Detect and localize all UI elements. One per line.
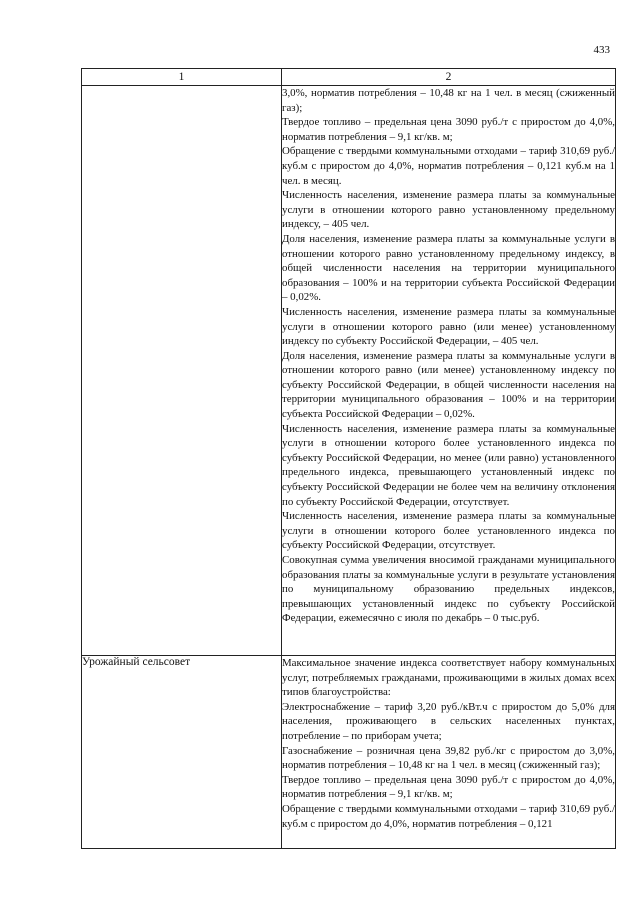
paragraph: Доля населения, изменение размера платы за коммунальные услуги в отношении которого равно установленному предельному индексу, в общей численности населения на территории муниципального образования – 100% и на территории субъекта Российской Федерации – 0,02%. [282, 232, 615, 304]
document-table [81, 68, 616, 849]
table-row [82, 86, 616, 656]
table-row [82, 656, 616, 849]
paragraph: Доля населения, изменение размера платы за коммунальные услуги в отношении которого равно (или менее) установленному индексу по субъекту Российской Федерации, в общей численности населения на территории муниципального образования – 100% и на территории субъекта Российской Федерации – 0,02%. [282, 349, 615, 421]
row-content [282, 86, 616, 656]
paragraph: Численность населения, изменение размера платы за коммунальные услуги в отношении которого равно (или менее) установленному индексу по субъекту Российской Федерации, – 405 чел. [282, 305, 615, 348]
paragraph: Обращение с твердыми коммунальными отходами – тариф 310,69 руб./куб.м с приростом до 4,0%, норматив потребления – 0,121 [282, 802, 615, 830]
paragraph: Электроснабжение – тариф 3,20 руб./кВт.ч с приростом до 5,0% для населения, проживающего в сельских населенных пунктах, потребление – по приборам учета; [282, 700, 615, 742]
paragraph: Максимальное значение индекса соответствует набору коммунальных услуг, потребляемых гражданами, проживающими в жилых домах всех типов благоустройства: [282, 657, 615, 699]
paragraph: Численность населения, изменение размера платы за коммунальные услуги в отношении которого более установленного индекса по субъекту Российской Федерации, но менее (или равно) установленного предельного индекса, превышающего установленный индекс по субъекту Российской Федерации не более чем на величину отклонения по субъекту Российской Федерации, отсутствует. [282, 422, 615, 508]
row-content [282, 656, 616, 849]
paragraph: Обращение с твердыми коммунальными отходами – тариф 310,69 руб./куб.м с приростом до 4,0%, норматив потребления – 0,121 куб.м на 1 чел. в месяц. [282, 145, 615, 187]
table-header-row [82, 69, 616, 86]
row-label [82, 86, 282, 656]
paragraph: Совокупная сумма увеличения вносимой гражданами муниципального образования платы за коммунальные услуги в результате установления по муниципальному образованию предельных индексов, превышающих установленный индекс по субъекту Российской Федерации, ежемесячно с июля по декабрь – 0 тыс.руб. [282, 554, 615, 625]
paragraph: Численность населения, изменение размера платы за коммунальные услуги в отношении которого более установленного индекса по субъекту Российской Федерации, отсутствует. [282, 510, 615, 552]
paragraph: Газоснабжение – розничная цена 39,82 руб./кг с приростом до 3,0%, норматив потребления – 10,48 кг на 1 чел. в месяц (сжиженный газ); [282, 744, 615, 772]
paragraph: 3,0%, норматив потребления – 10,48 кг на 1 чел. в месяц (сжиженный газ); [282, 87, 615, 114]
page-number: 433 [593, 44, 610, 56]
row-label-urozhainyi-selsovet: Урожайный сельсовет [82, 656, 282, 849]
paragraph: Численность населения, изменение размера платы за коммунальные услуги в отношении которого равно установленному предельному индексу, – 405 чел. [282, 189, 615, 231]
paragraph: Твердое топливо – предельная цена 3090 руб./т с приростом до 4,0%, норматив потребления – 9,1 кг/кв. м; [282, 116, 615, 143]
column-header-1: 1 [82, 69, 282, 86]
column-header-2: 2 [282, 69, 616, 86]
paragraph: Твердое топливо – предельная цена 3090 руб./т с приростом до 4,0%, норматив потребления – 9,1 кг/кв. м; [282, 773, 615, 801]
